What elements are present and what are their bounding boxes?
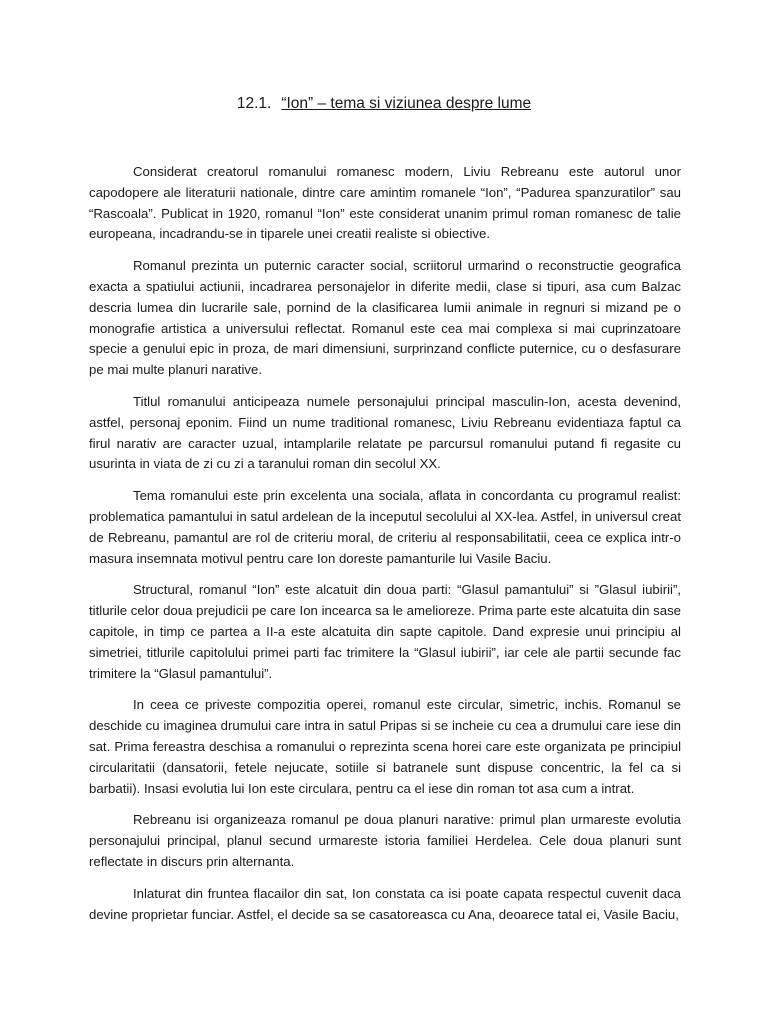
paragraph-2: Romanul prezinta un puternic caracter social, scriitorul urmarind o reconstructie geografica exacta a spatiului actiunii, incadrarea personajelor in diferite medii, clase si tipuri, asa cum Balzac descria lumea din lucrarile sale, pornind de la clasificarea lumii animale in regnuri si mizand pe o monografie artistica a universului reflectat. Romanul este cea mai complexa si mai cuprinzatoare specie a genului epic in proza, de mari dimensiuni, surprinzand conflicte puternice, cu o desfasurare pe mai multe planuri narative. (89, 258, 681, 378)
paragraph-4: Tema romanului este prin excelenta una sociala, aflata in concordanta cu programul realist: problematica pamantului in satul ardelean de la inceputul secolului al XX-lea. Astfel, in universul creat de Rebreanu, pamantul are rol de criteriu moral, de criteriu al responsabilitatii, ceea ce explica intr-o masura insemnata motivul pentru care Ion doreste pamanturile lui Vasile Baciu. (89, 488, 681, 566)
document-body (89, 162, 681, 936)
paragraph-8: Inlaturat din fruntea flacailor din sat, Ion constata ca isi poate capata respectul cuvenit daca devine proprietar funciar. Astfel, el decide sa se casatoreasca cu Ana, deoarece tatal ei, Vasile Baciu, (89, 885, 681, 922)
paragraph-3: Titlul romanului anticipeaza numele personajului principal masculin-Ion, acesta devenind, astfel, personaj eponim. Fiind un nume traditional romanesc, Liviu Rebreanu evidentiaza faptul ca firul narativ are caracter uzual, intamplarile relatate pe parcursul romanului putand fi regasite cu usurinta in viata de zi cu zi a taranului roman din secolul XX. (89, 393, 681, 472)
paragraph-6: In ceea ce priveste compozitia operei, romanul este circular, simetric, inchis. Romanul se deschide cu imaginea drumului care intra in satul Pripas si se incheie cu cea a drumului care iese din sat. Prima fereastra deschisa a romanului o reprezinta scena horei care este organizata pe principiul circularitatii (dansatorii, fetele nejucate, sotiile si batranele sunt dispuse concentric, la fel ca si barbatii). Insasi evolutia lui Ion este circulara, pentru ca el iese din roman tot asa cum a intrat. (89, 697, 681, 796)
section-title: “Ion” – tema si viziunea despre lume (281, 95, 532, 112)
paragraph-1: Considerat creatorul romanului romanesc modern, Liviu Rebreanu este autorul unor capodopere ale literaturii nationale, dintre care amintim romanele “Ion”, “Padurea spanzuratilor” sau “Rascoala”. Publicat in 1920, romanul “Ion” este considerat unanim primul roman romanesc de talie europeana, incadrandu-se in tiparele unei creatii realiste si obiective. (89, 164, 681, 242)
section-number: 12.1. (236, 95, 272, 112)
paragraph-5: Structural, romanul “Ion” este alcatuit din doua parti: “Glasul pamantului” si ”Glasul iubirii”, titlurile celor doua prejudicii pe care Ion incearca sa le amelioreze. Prima parte este alcatuita din sase capitole, in timp ce partea a II-a este alcatuita din sapte capitole. Dand expresie unui principiu al simetriei, titlurile capitolului primei parti fac trimitere la “Glasul iubirii”, iar cele ale partii secunde fac trimitere la “Glasul pamantului”. (89, 582, 681, 681)
paragraph-7: Rebreanu isi organizeaza romanul pe doua planuri narative: primul plan urmareste evolutia personajului principal, planul secund urmareste istoria familiei Herdelea. Cele doua planuri sunt reflectate in discurs prin alternanta. (89, 812, 681, 869)
section-heading (0, 94, 768, 114)
